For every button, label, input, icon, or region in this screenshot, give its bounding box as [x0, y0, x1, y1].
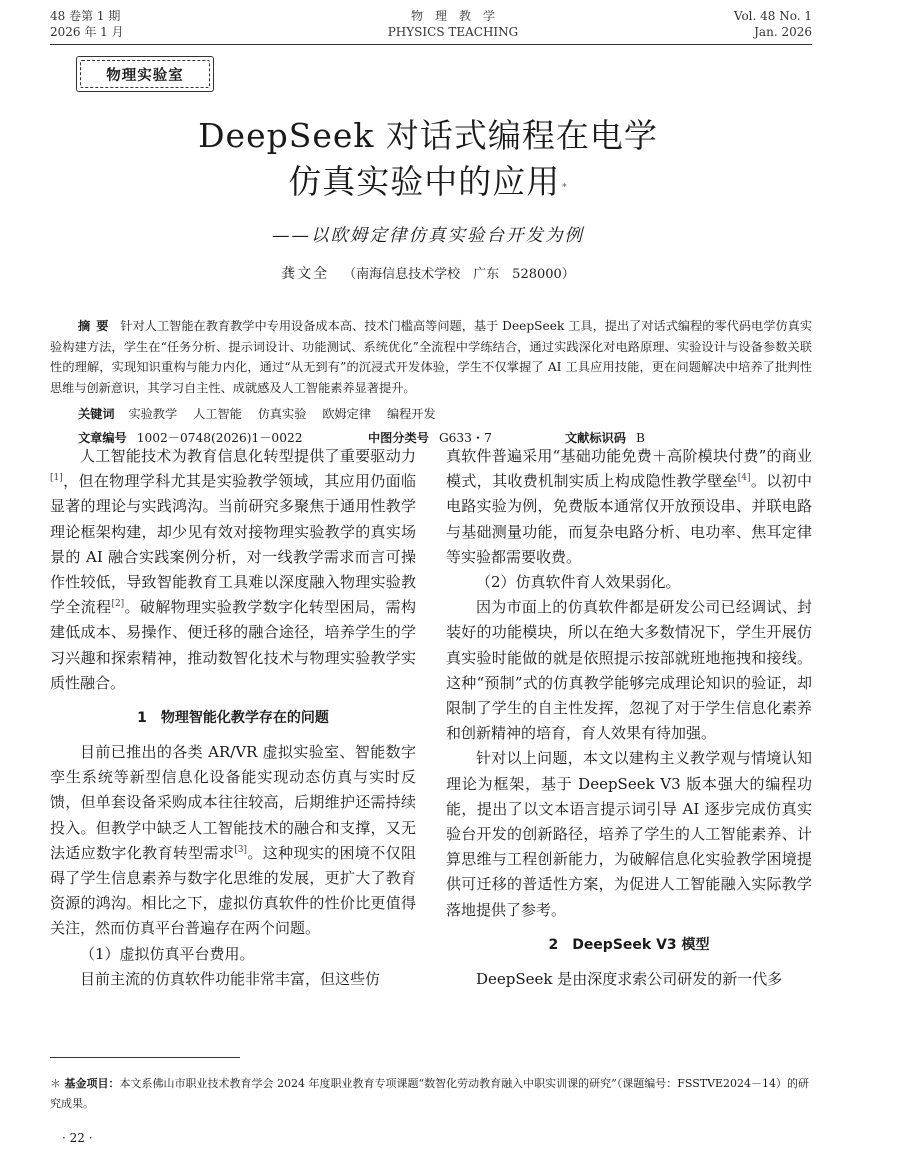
abstract-text: 针对人工智能在教育教学中专用设备成本高、技术门槛高等问题，基于 DeepSeek 工具，提出了对话式编程的零代码电学仿真实验构建方法，学生在“任务分析、提示词设计、功能测试、系统优化”全流程中学练结合，通过实践深化对电路原理、实验设计与设备参数关联性的理解，实现知识重构与能力内化，通过“从无到有”的沉浸式开发体验，学生不仅掌握了 AI 工具应用技能，更在问题解决中培养了批判性思维与创新意识，其学习自主性、成就感及人工智能素养显著提升。 — [50, 319, 813, 395]
text-run: 人工智能技术为教育信息化转型提供了重要驱动力 — [80, 447, 416, 465]
column-tag-label: 物理实验室 — [80, 60, 210, 88]
journal-name-en: PHYSICS TEACHING — [387, 25, 519, 39]
footnote-label: 基金项目： — [64, 1077, 120, 1090]
body-left-column — [50, 444, 416, 992]
title-footnote-mark: * — [562, 183, 568, 193]
abstract — [50, 316, 812, 398]
citation: [2] — [111, 599, 125, 610]
section-heading-1: 1 物理智能化教学存在的问题 — [137, 710, 329, 727]
citation: [4] — [737, 473, 751, 484]
keywords-label: 关键词 — [78, 407, 115, 421]
footnote-rule — [50, 1057, 240, 1058]
author-name: 龚文全 — [281, 266, 330, 282]
document-code-label: 文献标识码 — [565, 431, 626, 445]
text-run: 。以初中电路实验为例，免费版本通常仅开放预设串、并联电路与基础测量功能，而复杂电路分析、电功率、焦耳定律等实验都需要收费。 — [446, 472, 812, 566]
article-title-line2 — [0, 160, 856, 204]
journal-name-cn: 物 理 教 学 — [410, 9, 495, 23]
clc-label: 中图分类号 — [368, 431, 429, 445]
date-en: Jan. 2026 — [754, 25, 812, 39]
text-run: ，但在物理学科尤其是实验教学领域，其应用仍面临显著的理论与实践鸿沟。当前研究多聚焦于通用性教学理论框架构建，却少见有效对接物理实验教学的真实场景的 AI 融合实践案例分析，对一线教学需求而言可操作性较低，导致智能教育工具难以深度融入物理实验教学全流程 — [50, 472, 416, 617]
keyword-item: 欧姆定律 — [322, 407, 372, 421]
paragraph — [50, 444, 416, 696]
section-heading-2: 2 DeepSeek V3 模型 — [548, 936, 710, 953]
keyword-item: 人工智能 — [193, 407, 242, 421]
keyword-item: 实验教学 — [128, 407, 178, 421]
text-run: 真软件普遍采用“基础功能免费＋高阶模块付费”的商业模式，其收费机制实质上构成隐性教学壁垒 — [446, 447, 812, 491]
page-number: · 22 · — [62, 1131, 93, 1145]
volume-en: Vol. 48 No. 1 — [733, 9, 812, 23]
text-run: 。破解物理实验教学数字化转型困局，需构建低成本、易操作、便迁移的融合途径，培养学生的学习兴趣和探索精神，推动数智化技术与物理实验教学实质性融合。 — [50, 598, 416, 692]
keyword-item: 仿真实验 — [257, 407, 307, 421]
article-number-value: 1002－0748(2026)1－0022 — [136, 431, 303, 445]
article-number-label: 文章编号 — [78, 431, 127, 445]
keywords — [78, 404, 448, 424]
list-item: （1）虚拟仿真平台费用。 — [80, 944, 255, 963]
article-title-line1: DeepSeek 对话式编程在电学 — [198, 116, 658, 155]
title-line2-text: 仿真实验中的应用 — [288, 162, 561, 201]
document-code-value: B — [635, 431, 645, 445]
journal-volume-en — [734, 8, 812, 40]
text-run: 目前已推出的各类 AR/VR 虚拟实验室、智能数字孪生系统等新型信息化设备能实现动态仿真与实时反馈，但单套设备采购成本往往较高，后期维护还需持续投入。但教学中缺乏人工智能技术的融合和支撑，又无法适应数字化教育转型需求 — [50, 743, 416, 862]
issue-volume: 48 卷第 1 期 — [50, 9, 121, 23]
paragraph: 因为市面上的仿真软件都是研发公司已经调试、封装好的功能模块，所以在绝大多数情况下，学生开展仿真实验时能做的就是依照提示按部就班地拖拽和接线。这种“预制”式的仿真教学能够完成理论知识的验证，却限制了学生的自主性发挥，忽视了对于学生信息化素养和创新精神的培育，育人效果有待加强。 — [446, 598, 812, 743]
paragraph — [446, 444, 812, 570]
citation: [1] — [50, 473, 63, 484]
abstract-label: 摘要 — [78, 319, 115, 333]
footnote-mark: ＊ — [50, 1077, 61, 1090]
paragraph: DeepSeek 是由深度求索公司研发的新一代多 — [476, 969, 783, 988]
author-affiliation: （南海信息技术学校 广东 528000） — [343, 267, 575, 282]
issue-date: 2026 年 1 月 — [50, 25, 124, 39]
clc-value: G633・7 — [438, 431, 492, 445]
paragraph: 针对以上问题，本文以建构主义教学观与情境认知理论为框架，基于 DeepSeek V3 版本强大的编程功能，提出了以文本语言提示词引导 AI 逐步完成仿真实验台开发的创新路径，培养了学生的人工智能素养、计算思维与工程创新能力，为破解信息化实验教学困境提供可迁移的普适性方案，为促进人工智能融入实际教学落地提供了参考。 — [446, 749, 812, 919]
paragraph — [50, 740, 416, 942]
article-subtitle: ——以欧姆定律仿真实验台开发为例 — [272, 226, 584, 246]
column-tag — [76, 56, 214, 92]
author-line — [0, 264, 856, 285]
citation: [3] — [234, 844, 248, 855]
footnote — [50, 1074, 812, 1114]
body-right-column — [446, 444, 812, 992]
list-item: （2）仿真软件育人效果弱化。 — [476, 573, 681, 592]
paragraph: 目前主流的仿真软件功能非常丰富，但这些仿 — [80, 969, 381, 988]
header-rule — [50, 44, 812, 45]
footnote-text: 本文系佛山市职业技术教育学会 2024 年度职业教育专项课题“数智化劳动教育融入中职实训课的研究”（课题编号：FSSTVE2024－14）的研究成果。 — [50, 1077, 810, 1110]
keyword-item: 编程开发 — [386, 407, 436, 421]
text-run: 。这种现实的困境不仅阻碍了学生信息素养与数字化思维的发展，更扩大了教育资源的鸿沟。相比之下，虚拟仿真软件的性价比更值得关注，然而仿真平台普遍存在两个问题。 — [50, 843, 416, 938]
